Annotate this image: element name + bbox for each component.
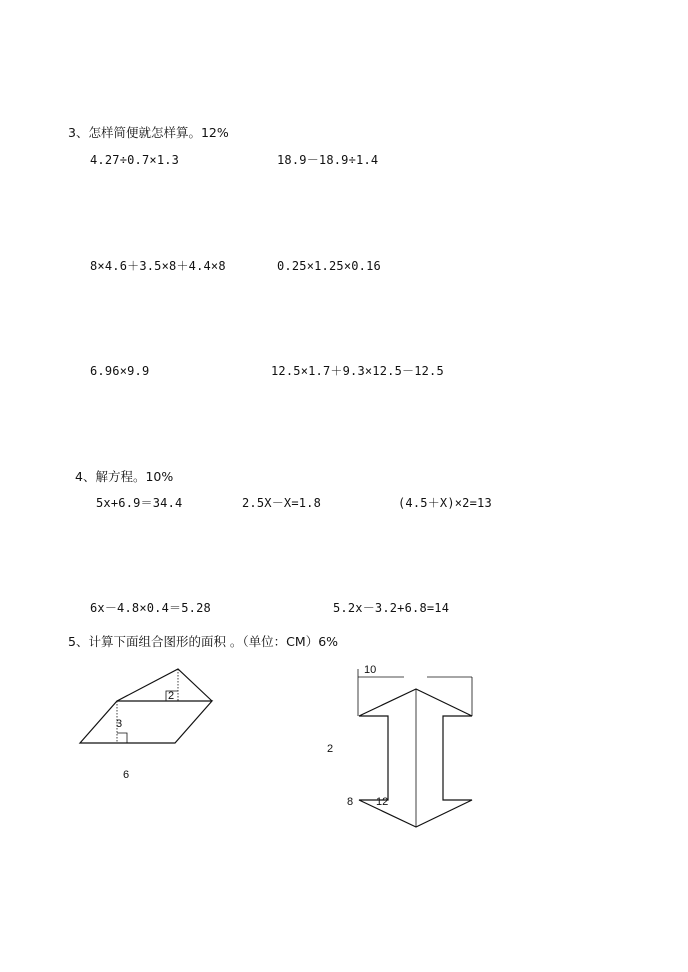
label-bottom-8: 8 <box>347 796 354 808</box>
section-5-heading: 5、计算下面组合图形的面积 。（单位：CM）6% <box>68 634 339 649</box>
equation-4-1: 5x+6.9＝34.4 <box>96 496 183 510</box>
equation-4-4: 6x－4.8×0.4＝5.28 <box>90 601 211 615</box>
label-height-2: 2 <box>168 690 175 702</box>
equation-4-3: (4.5＋X)×2=13 <box>398 496 492 510</box>
section-3-heading: 3、怎样简便就怎样算。12% <box>68 125 229 140</box>
label-height-3: 3 <box>116 718 123 730</box>
problem-3-6: 12.5×1.7＋9.3×12.5－12.5 <box>271 364 444 378</box>
problem-3-2: 18.9－18.9÷1.4 <box>277 153 379 167</box>
problem-3-1: 4.27÷0.7×1.3 <box>90 153 180 167</box>
equation-4-2: 2.5X－X=1.8 <box>242 496 322 510</box>
label-base-6: 6 <box>123 769 130 781</box>
label-top-10: 10 <box>364 664 377 676</box>
label-bottom-12: 12 <box>376 796 389 808</box>
problem-3-3: 8×4.6＋3.5×8＋4.4×8 <box>90 259 226 273</box>
section-4-heading: 4、解方程。10% <box>75 469 174 484</box>
problem-3-5: 6.96×9.9 <box>90 364 150 378</box>
label-left-2: 2 <box>327 743 334 755</box>
equation-4-5: 5.2x－3.2+6.8=14 <box>333 601 450 615</box>
problem-3-4: 0.25×1.25×0.16 <box>277 259 381 273</box>
